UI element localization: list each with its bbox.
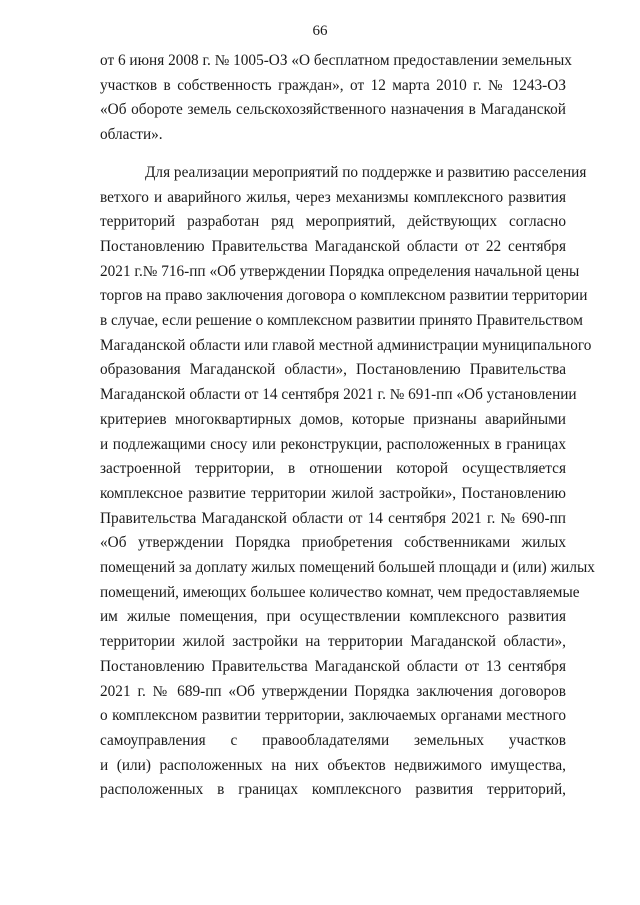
text-line: самоуправления с правообладателями земельных участков	[100, 731, 566, 749]
text-line: образования Магаданской области», Постановлению Правительства	[100, 361, 566, 379]
text-line: Постановлению Правительства Магаданской области от 22 сентября	[100, 237, 566, 255]
text-line: торгов на право заключения договора о комплексном развитии территории	[100, 287, 588, 305]
paragraph-2	[100, 161, 595, 803]
text-line: помещений, имеющих большее количество комнат, чем предоставляемые	[100, 583, 580, 601]
text-line: комплексное развитие территории жилой застройки», Постановлению	[100, 484, 566, 502]
text-line: «Об утверждении Порядка приобретения собственниками жилых	[100, 534, 566, 552]
text-line: критериев многоквартирных домов, которые признаны аварийными	[100, 410, 566, 428]
text-line: расположенных в границах комплексного развития территорий,	[100, 781, 566, 799]
text-line: территорий разработан ряд мероприятий, действующих согласно	[100, 213, 566, 231]
text-line: 2021 г. № 689-пп «Об утверждении Порядка заключения договоров	[100, 682, 566, 700]
text-line: от 6 июня 2008 г. № 1005-ОЗ «О бесплатном предоставлении земельных	[100, 52, 572, 69]
text-line: им жилые помещения, при осуществлении комплексного развития	[100, 608, 566, 626]
text-line: в случае, если решение о комплексном развитии принято Правительством	[100, 312, 583, 330]
text-line: Правительства Магаданской области от 14 сентября 2021 г. № 690-пп	[100, 509, 566, 527]
text-line: ветхого и аварийного жилья, через механизмы комплексного развития	[100, 188, 566, 206]
document-body	[100, 49, 595, 816]
text-line: Магаданской области или главой местной администрации муниципального	[100, 336, 592, 354]
text-line: 2021 г.№ 716-пп «Об утверждении Порядка определения начальной цены	[100, 262, 580, 280]
text-line: помещений за доплату жилых помещений большей площади и (или) жилых	[100, 559, 595, 577]
text-line: «Об обороте земель сельскохозяйственного назначения в Магаданской	[100, 101, 566, 119]
paragraph-1	[100, 49, 572, 148]
text-line: о комплексном развитии территории, заключаемых органами местного	[100, 707, 566, 725]
text-line: застроенной территории, в отношении которой осуществляется	[100, 460, 566, 478]
text-line: территории жилой застройки на территории Магаданской области»,	[100, 633, 566, 651]
text-line: и подлежащими сносу или реконструкции, расположенных в границах	[100, 435, 566, 453]
text-line: и (или) расположенных на них объектов недвижимого имущества,	[100, 756, 566, 774]
text-line: Постановлению Правительства Магаданской области от 13 сентября	[100, 657, 566, 675]
page-number: 66	[312, 23, 328, 39]
text-line: Для реализации мероприятий по поддержке и развитию расселения	[145, 163, 587, 181]
text-line: участков в собственность граждан», от 12 марта 2010 г. № 1243-ОЗ	[100, 76, 566, 94]
text-line: Магаданской области от 14 сентября 2021 г. № 691-пп «Об установлении	[100, 386, 577, 404]
text-line: области».	[100, 126, 163, 144]
